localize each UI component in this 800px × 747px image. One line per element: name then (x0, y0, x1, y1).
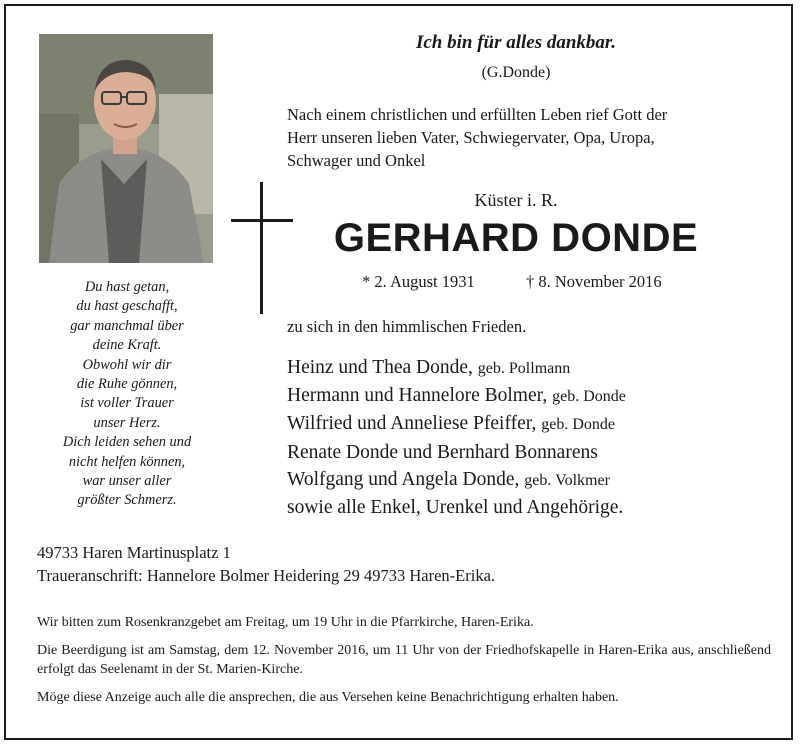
rosary-notice: Wir bitten zum Rosenkranzgebet am Freitag, um 19 Uhr in die Pfarrkirche, Haren-Erika. (37, 615, 534, 630)
mourner-name: Wolfgang und Angela Donde, (287, 468, 520, 490)
mourner-line (287, 382, 626, 410)
poem-line: Dich leiden sehen und (62, 434, 192, 451)
mourner-line (287, 494, 626, 521)
mourner-line (287, 439, 626, 466)
motto-author: (G.Donde) (481, 64, 551, 81)
poem-line: Obwohl wir dir (82, 356, 172, 373)
portrait-photo (39, 34, 213, 263)
mourner-suffix: geb. Donde (552, 388, 626, 406)
mourner-name: Heinz und Thea Donde, (287, 357, 473, 378)
poem-line: ist voller Trauer (80, 395, 174, 412)
deceased-title: Küster i. R. (474, 190, 558, 210)
poem-line: deine Kraft. (92, 337, 162, 354)
mourner-suffix: geb. Donde (541, 416, 615, 434)
intro-line: Herr unseren lieben Vater, Schwiegervater, Opa, Uropa, (287, 128, 655, 147)
intro-line: Nach einem christlichen und erfüllten Leben rief Gott der (287, 105, 668, 124)
footer-notes (37, 613, 771, 715)
birth-date: * 2. August 1931 (362, 272, 475, 291)
funeral-notice: Die Beerdigung ist am Samstag, dem 12. November 2016, um 11 Uhr von der Friedhofskapelle in Haren-Erika aus, anschließend erfolgt das Seelenamt in der St. Marien-Kirche. (37, 642, 771, 677)
portrait-illustration (39, 34, 213, 263)
mourner-name: Wilfried und Anneliese Pfeiffer, (287, 413, 537, 435)
mourner-line (287, 466, 626, 494)
address-line: 49733 Haren Martinusplatz 1 (37, 543, 231, 562)
mourner-suffix: geb. Pollmann (477, 360, 571, 377)
mourner-name: Hermann und Hannelore Bolmer, (287, 385, 548, 407)
notification-notice: Möge diese Anzeige auch alle die ansprechen, die aus Versehen keine Benachrichtigung erhalten haben. (37, 689, 619, 705)
poem-line: gar manchmal über (70, 317, 184, 334)
latin-cross-icon (231, 182, 293, 314)
mourner-line (287, 410, 626, 438)
mourner-name: sowie alle Enkel, Urenkel und Angehörige. (287, 497, 624, 519)
death-date: † 8. November 2016 (526, 272, 662, 291)
mourner-name: Renate Donde und Bernhard Bonnarens (287, 441, 598, 463)
poem-line: war unser aller (82, 473, 172, 490)
obituary-card (4, 4, 793, 740)
intro-line: Schwager und Onkel (287, 151, 426, 170)
motto: Ich bin für alles dankbar. (415, 32, 617, 53)
poem-line: Du hast getan, (84, 279, 170, 295)
intro-text (287, 103, 787, 172)
peace-text: zu sich in den himmlischen Frieden. (287, 317, 527, 336)
mourning-address: Traueranschrift: Hannelore Bolmer Heidering 29 49733 Haren-Erika. (37, 566, 496, 585)
deceased-name: GERHARD DONDE (333, 216, 699, 260)
address-block (37, 541, 495, 587)
mourner-line (287, 354, 626, 382)
poem-line: du hast geschafft, (76, 298, 178, 315)
poem-line: größter Schmerz. (77, 492, 177, 509)
poem-line: nicht helfen können, (68, 453, 186, 470)
poem (34, 278, 220, 511)
poem-line: unser Herz. (93, 414, 161, 431)
mourners-list (287, 354, 626, 521)
mourner-suffix: geb. Volkmer (524, 471, 610, 489)
poem-line: die Ruhe gönnen, (76, 376, 178, 393)
